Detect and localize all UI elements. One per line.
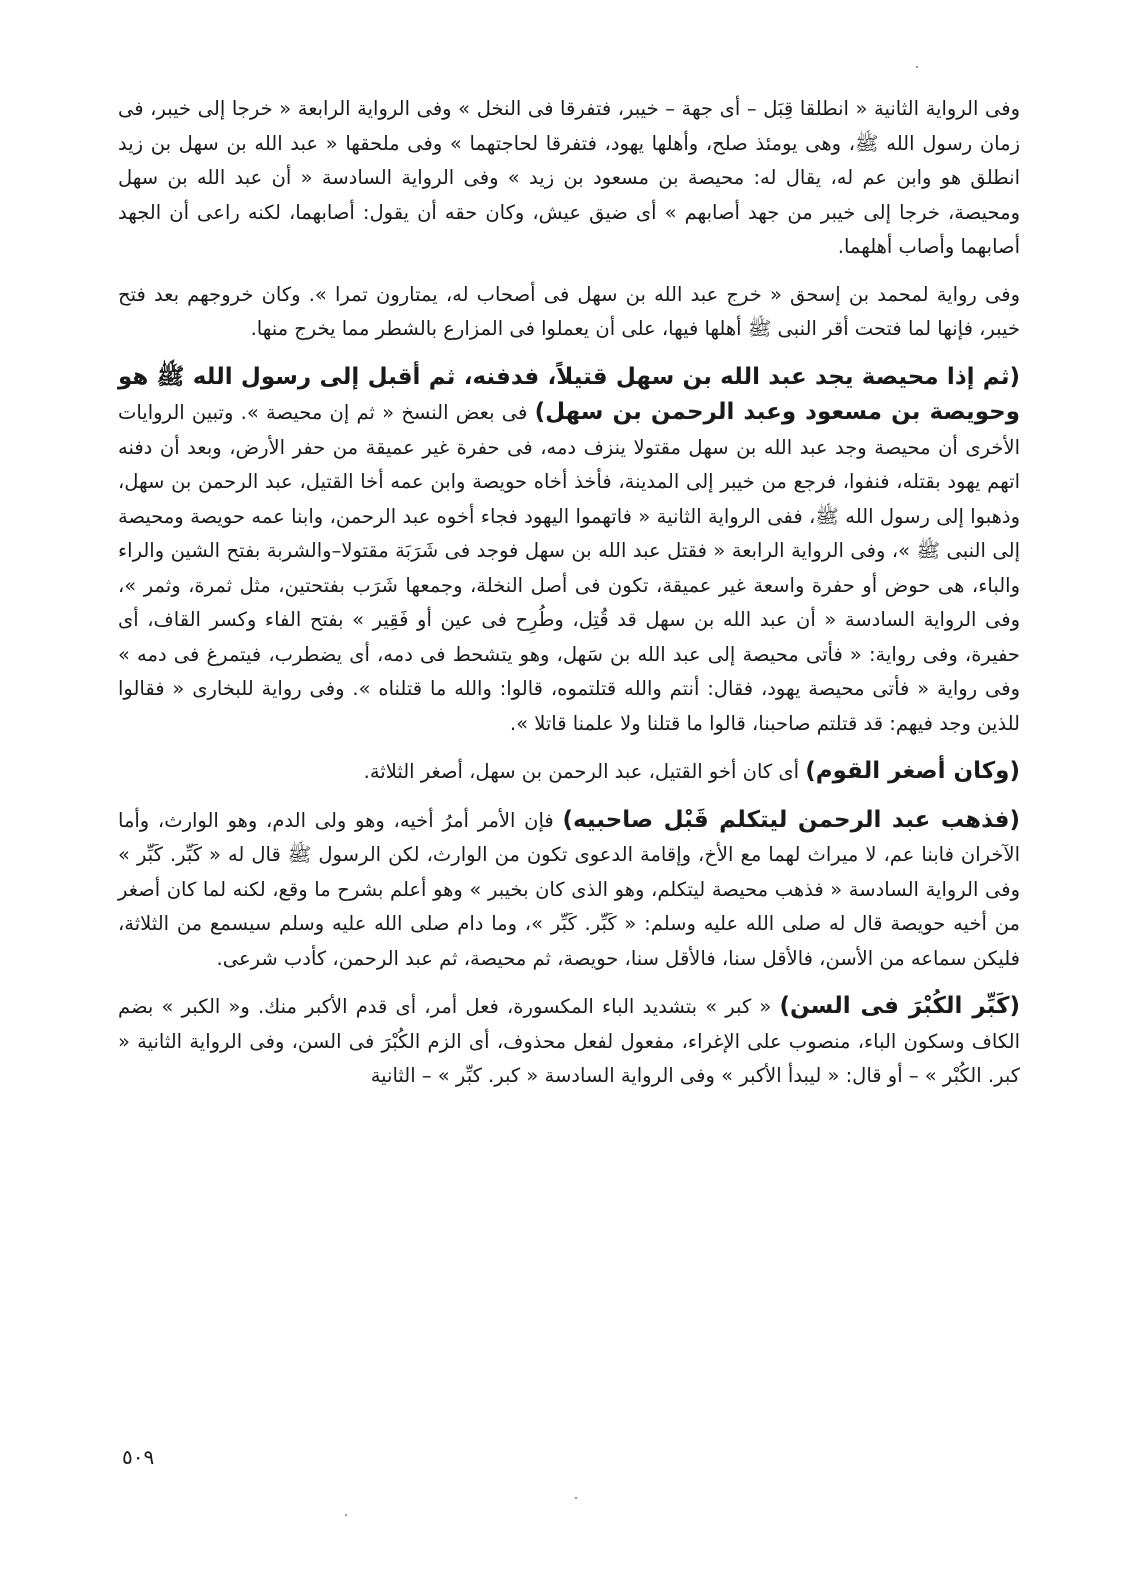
- paragraph-5: [118, 803, 1020, 977]
- paragraph-5-text: فإن الأمر أمرُ أخيه، وهو ولى الدم، وهو الوارث، وأما الآخران فابنا عم، لا ميراث لهما مع الأخ، وإقامة الدعوى تكون من الوارث، لكن الرسول ﷺ قال له « كَبِّر. كَبِّر » وفى الرواية السادسة « فذهب محيصة ليتكلم، وهو الذى كان بخيبر » وهو أعلم بشرح ما وقع، لكنه لما كان أصغر من أخيه حويصة قال له صلى الله عليه وسلم: « كَبِّر. كَبِّر »، وما دام صلى الله عليه وسلم سيسمع من الثلاثة، فليكن سماعه من الأسن، فالأقل سنا، فالأقل سنا، حويصة، ثم محيصة، ثم عبد الرحمن، كأدب شرعى.: [118, 808, 1020, 970]
- paragraph-3-heading: (ثم إذا محيصة يجد عبد الله بن سهل قتيلاً، فدفنه، ثم أقبل إلى رسول الله ﷺ هو وحويصة بن مسعود وعبد الرحمن بن سهل): [118, 363, 1020, 425]
- paragraph-1-text: وفى الرواية الثانية « انطلقا قِبَل – أى جهة – خيبر، فتفرقا فى النخل » وفى الرواية الرابعة « خرجا إلى خيبر، فى زمان رسول الله ﷺ، وهى يومئذ صلح، وأهلها يهود، فتفرقا لحاجتهما » وفى ملحقها « عبد الله بن سهل بن زيد انطلق هو وابن عم له، يقال له: محيصة بن مسعود بن زيد » وفى الرواية السادسة « أن عبد الله بن سهل ومحيصة، خرجا إلى خيبر من جهد أصابهم » أى ضيق عيش، وكان حقه أن يقول: أصابهما، لكنه راعى أن الجهد أصابهما وأصاب أهلهما.: [118, 97, 1020, 258]
- scan-speck: [345, 1514, 347, 1516]
- paragraph-3-text: فى بعض النسخ « ثم إن محيصة ». وتبين الروايات الأخرى أن محيصة وجد عبد الله بن سهل مقتولا ينزف دمه، فى حفرة غير عميقة من حفر الأرض، وبعد أن دفنه اتهم يهود بقتله، فنفوا، فرجع من خيبر إلى المدينة، فأخذ أخاه حويصة وابن عمه أخا القتيل، عبد الرحمن بن سهل، وذهبوا إلى رسول الله ﷺ، ففى الرواية الثانية « فاتهموا اليهود فجاء أخوه عبد الرحمن، وابنا عمه حويصة ومحيصة إلى النبى ﷺ »، وفى الرواية الرابعة « فقتل عبد الله بن سهل فوجد فى شَرَبَة مقتولا–والشربة بفتح الشين والراء والباء، هى حوض أو حفرة واسعة غير عميقة، تكون فى أصل النخلة، وجمعها شَرَب بفتحتين، مثل ثمرة، وثمر »، وفى الرواية السادسة « أن عبد الله بن سهل قد قُتِل، وطُرِح فى عين أو فَقِير » بفتح الفاء وكسر القاف، أى حفيرة، وفى رواية: « فأتى محيصة إلى عبد الله بن سَهل، وهو يتشحط فى دمه، أى يضطرب، فيتمرغ فى دمه » وفى رواية « فأتى محيصة يهود، فقال: أنتم والله قتلتموه، قالوا: والله ما قتلناه ». وفى رواية للبخارى « فقالوا للذين وجد فيهم: قد قتلتم صاحبنا، قالوا ما قتلنا ولا علمنا قاتلا ».: [118, 401, 1020, 735]
- paragraph-5-heading: (فذهب عبد الرحمن ليتكلم قَبْل صاحبيه): [562, 806, 1020, 833]
- paragraph-2-text: وفى رواية لمحمد بن إسحق « خرج عبد الله بن سهل فى أصحاب له، يمتارون تمرا ». وكان خروجهم بعد فتح خيبر، فإنها لما فتحت أقر النبى ﷺ أهلها فيها، على أن يعملوا فى المزارع بالشطر مما يخرج منها.: [118, 282, 1020, 340]
- page-body: [118, 92, 1020, 1107]
- paragraph-1: [118, 92, 1020, 265]
- scan-speck: [575, 1497, 577, 1499]
- paragraph-6-text: « كبر » بتشديد الباء المكسورة، فعل أمر، أى قدم الأكبر منك. و« الكبر » بضم الكاف وسكون الباء، منصوب على الإغراء، مفعول لفعل محذوف، أى الزم الكُبْرَ فى السن، وفى الرواية الثانية « كبر. الكُبْر » – أو قال: « ليبدأ الأكبر » وفى الرواية السادسة « كبر. كبِّر » – الثانية: [118, 995, 1020, 1087]
- paragraph-6: [118, 989, 1020, 1094]
- paragraph-6-heading: (كَبِّر الكُبْرَ فى السن): [779, 993, 1020, 1019]
- paragraph-2: [118, 278, 1020, 347]
- scan-speck: [916, 66, 918, 68]
- paragraph-4-text: أى كان أخو القتيل، عبد الرحمن بن سهل، أصغر الثلاثة.: [363, 760, 806, 783]
- paragraph-4-heading: (وكان أصغر القوم): [805, 758, 1020, 784]
- paragraph-4: [118, 754, 1020, 790]
- paragraph-3: [118, 360, 1020, 742]
- page-number: ٥٠٩: [122, 1445, 155, 1469]
